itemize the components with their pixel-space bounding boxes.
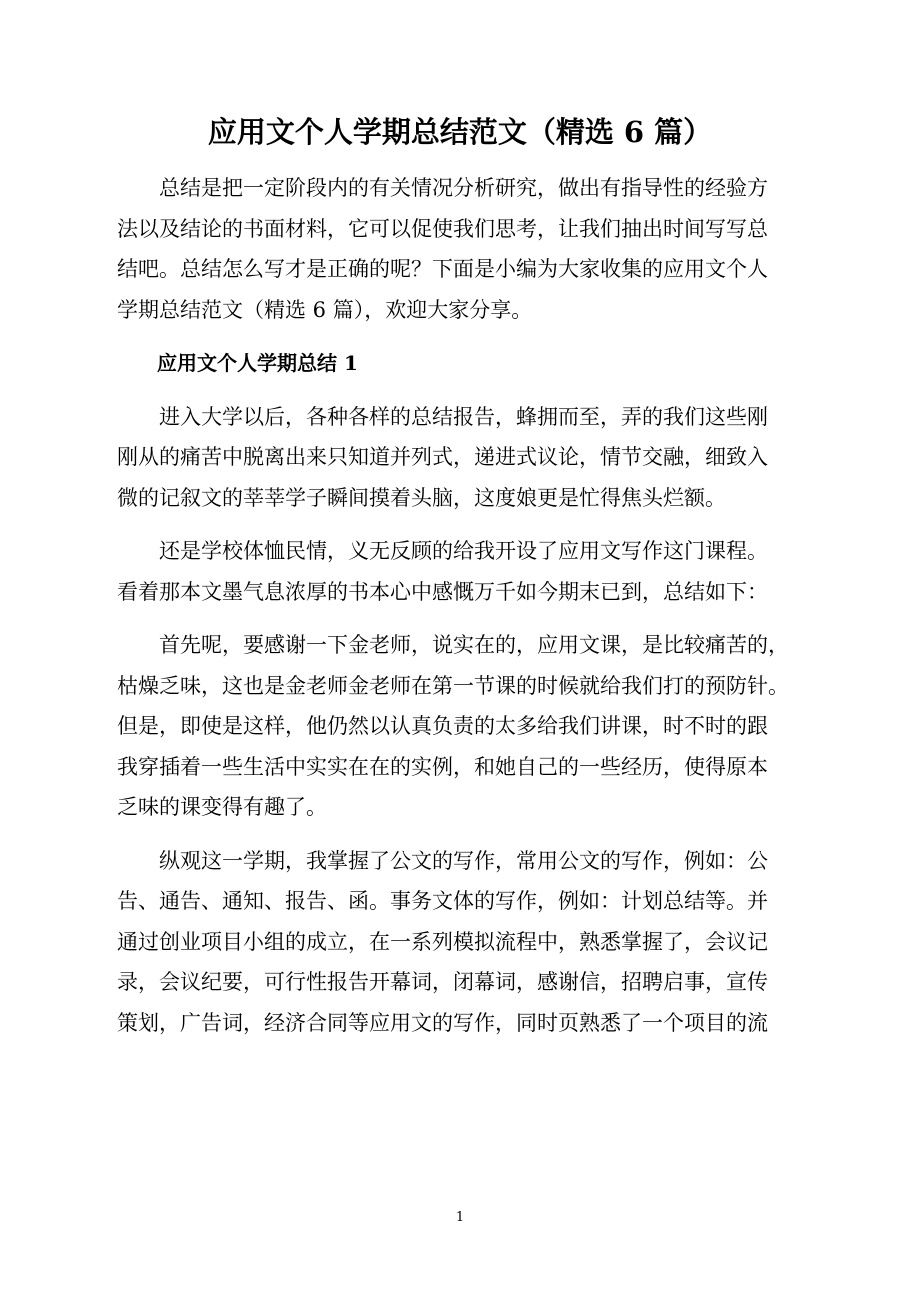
text-line: 法以及结论的书面材料，它可以促使我们思考，让我们抽出时间写写总 <box>117 216 768 241</box>
text-line: 我穿插着一些生活中实实在在的实例，和她自己的一些经历，使得原本 <box>117 754 768 779</box>
body-paragraph-2 <box>117 531 793 612</box>
body-paragraph-3 <box>117 625 793 828</box>
text-line: 乏味的课变得有趣了。 <box>117 795 327 819</box>
text-line: 微的记叙文的莘莘学子瞬间摸着头脑，这度娘更是忙得焦头烂额。 <box>117 485 726 510</box>
document-body <box>117 168 793 1056</box>
body-paragraph-4 <box>117 841 793 1044</box>
text-line: 还是学校体恤民情，义无反顾的给我开设了应用文写作这门课程。 <box>159 539 768 563</box>
text-line: 结吧。总结怎么写才是正确的呢？下面是小编为大家收集的应用文个人 <box>117 257 768 281</box>
text-line: 但是，即使是这样，他仍然以认真负责的太多给我们讲课，时不时的跟 <box>117 714 768 738</box>
text-line: 纵观这一学期，我掌握了公文的写作，常用公文的写作，例如：公 <box>159 848 768 873</box>
text-line: 录，会议纪要，可行性报告开幕词，闭幕词，感谢信，招聘启事，宣传 <box>117 970 768 994</box>
text-line: 首先呢，要感谢一下金老师，说实在的，应用文课，是比较痛苦的， <box>159 633 789 657</box>
text-line: 看着那本文墨气息浓厚的书本心中感慨万千如今期末已到，总结如下： <box>117 579 768 604</box>
text-line: 告、通告、通知、报告、函。事务文体的写作，例如：计划总结等。并 <box>117 889 768 913</box>
intro-paragraph <box>117 168 793 330</box>
text-line: 总结是把一定阶段内的有关情况分析研究，做出有指导性的经验方 <box>159 176 768 200</box>
text-line: 进入大学以后，各种各样的总结报告，蜂拥而至，弄的我们这些刚 <box>159 404 768 429</box>
section-heading: 应用文个人学期总结 1 <box>157 351 358 375</box>
text-line: 枯燥乏味，这也是金老师金老师在第一节课的时候就给我们打的预防针。 <box>117 673 789 698</box>
document-title: 应用文个人学期总结范文（精选 6 篇） <box>207 115 713 149</box>
text-line: 通过创业项目小组的成立，在一系列模拟流程中，熟悉掌握了，会议记 <box>117 929 768 954</box>
text-line: 学期总结范文（精选 6 篇），欢迎大家分享。 <box>117 297 533 322</box>
text-line: 策划，广告词，经济合同等应用文的写作，同时页熟悉了一个项目的流 <box>117 1010 768 1035</box>
body-paragraph-1 <box>117 397 793 519</box>
page-number: 1 <box>455 1210 465 1225</box>
text-line: 刚从的痛苦中脱离出来只知道并列式，递进式议论，情节交融，细致入 <box>117 445 768 469</box>
